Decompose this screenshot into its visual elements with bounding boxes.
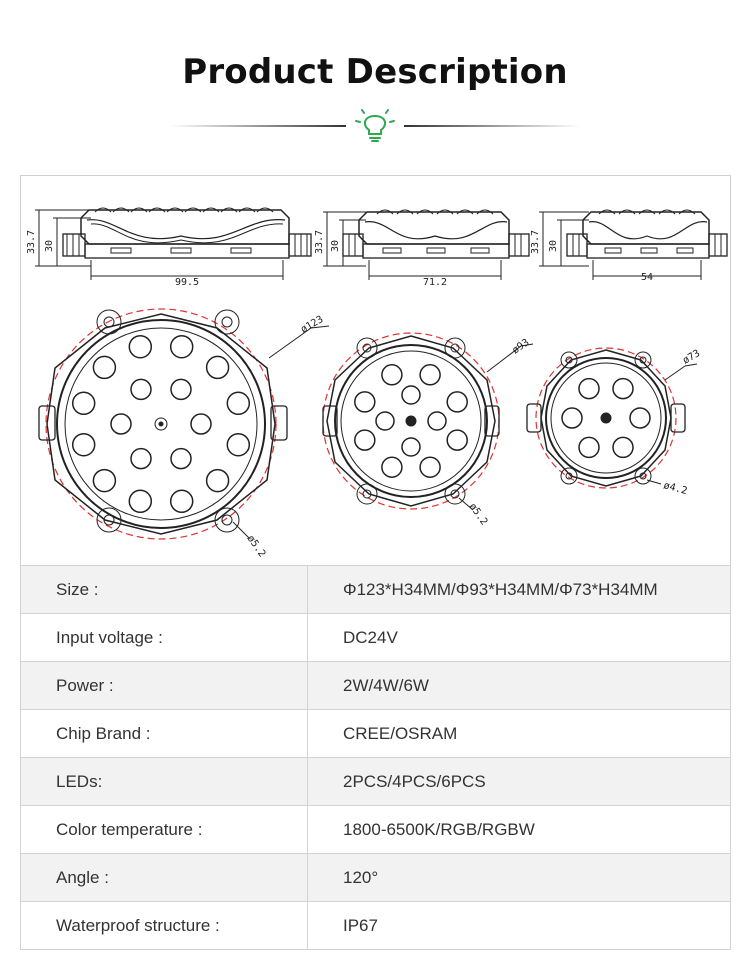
led-dot [376,412,394,430]
led-dot [227,434,249,456]
page-title: Product Description [182,52,568,92]
led-dot [227,392,249,414]
dim-total-height: 33.7 [314,229,325,255]
led-dot [171,449,191,469]
led-dot [171,490,193,512]
led-dot [613,437,633,457]
technical-drawing [20,175,731,566]
spec-value: 120° [308,854,731,902]
top-view-medium [323,333,499,509]
dim-total-height: 33.7 [26,229,37,255]
title-divider [0,108,750,144]
spec-label: Angle : [21,854,308,902]
led-dot [131,449,151,469]
led-dot [129,490,151,512]
led-dot [131,379,151,399]
spec-label: Input voltage : [21,614,308,662]
led-dot [355,430,375,450]
spec-value: DC24V [308,614,731,662]
led-dot [579,437,599,457]
spec-row [21,854,731,902]
lightbulb-icon [356,110,394,141]
led-dot [613,379,633,399]
led-dot [382,365,402,385]
dim-hole-small: ø4.2 [662,480,689,498]
led-dot [630,408,650,428]
side-view-small-labels [530,230,653,283]
dimension-drawing [21,176,730,566]
dim-hole-medium: ø5.2 [466,501,490,528]
led-dot [428,412,446,430]
side-view-medium-labels [314,230,447,288]
spec-value: 2PCS/4PCS/6PCS [308,758,731,806]
led-dot [191,414,211,434]
dim-total-height: 33.7 [530,229,541,255]
led-dot [355,392,375,412]
spec-label: Size : [21,566,308,614]
dim-width: 99.5 [174,277,200,288]
spec-value: 1800-6500K/RGB/RGBW [308,806,731,854]
dim-diameter-large: ø123 [299,314,326,336]
spec-row [21,566,731,614]
spec-label: Power : [21,662,308,710]
spec-value: IP67 [308,902,731,950]
dim-diameter-medium: ø93 [510,337,532,357]
side-view-medium [323,210,529,280]
led-dot [562,408,582,428]
led-dot [171,336,193,358]
led-dot [382,457,402,477]
dim-height: 30 [330,239,341,253]
spec-value: Φ123*H34MM/Φ93*H34MM/Φ73*H34MM [308,566,731,614]
led-dot [207,470,229,492]
led-dot [73,434,95,456]
side-view-large-labels [26,230,199,288]
led-dot [447,392,467,412]
dim-diameter-small: ø73 [681,348,703,367]
side-view-large [35,208,311,280]
spec-row [21,710,731,758]
spec-row [21,758,731,806]
led-dot [420,365,440,385]
dim-width: 54 [640,272,654,283]
led-dot [73,392,95,414]
led-dot [171,379,191,399]
spec-row [21,614,731,662]
led-dot [447,430,467,450]
divider-line-left [170,125,346,127]
dim-height: 30 [548,239,559,253]
led-dot [402,438,420,456]
led-dot [579,379,599,399]
spec-row [21,902,731,950]
side-view-small [539,210,727,280]
dim-width: 71.2 [422,277,448,288]
led-dot [111,414,131,434]
spec-label: Waterproof structure : [21,902,308,950]
divider-line-right [404,125,580,127]
led-dot [207,356,229,378]
spec-label: LEDs: [21,758,308,806]
led-dot [93,356,115,378]
spec-row [21,806,731,854]
spec-value: CREE/OSRAM [308,710,731,758]
top-view-small [527,348,685,488]
top-view-large [39,309,287,539]
led-dot [420,457,440,477]
spec-table [20,565,731,950]
dim-height: 30 [44,239,55,253]
led-dot [402,386,420,404]
spec-row [21,662,731,710]
spec-value: 2W/4W/6W [308,662,731,710]
spec-label: Chip Brand : [21,710,308,758]
led-dot [129,336,151,358]
led-dot [93,470,115,492]
spec-label: Color temperature : [21,806,308,854]
dim-hole-large: ø5.2 [244,533,268,560]
